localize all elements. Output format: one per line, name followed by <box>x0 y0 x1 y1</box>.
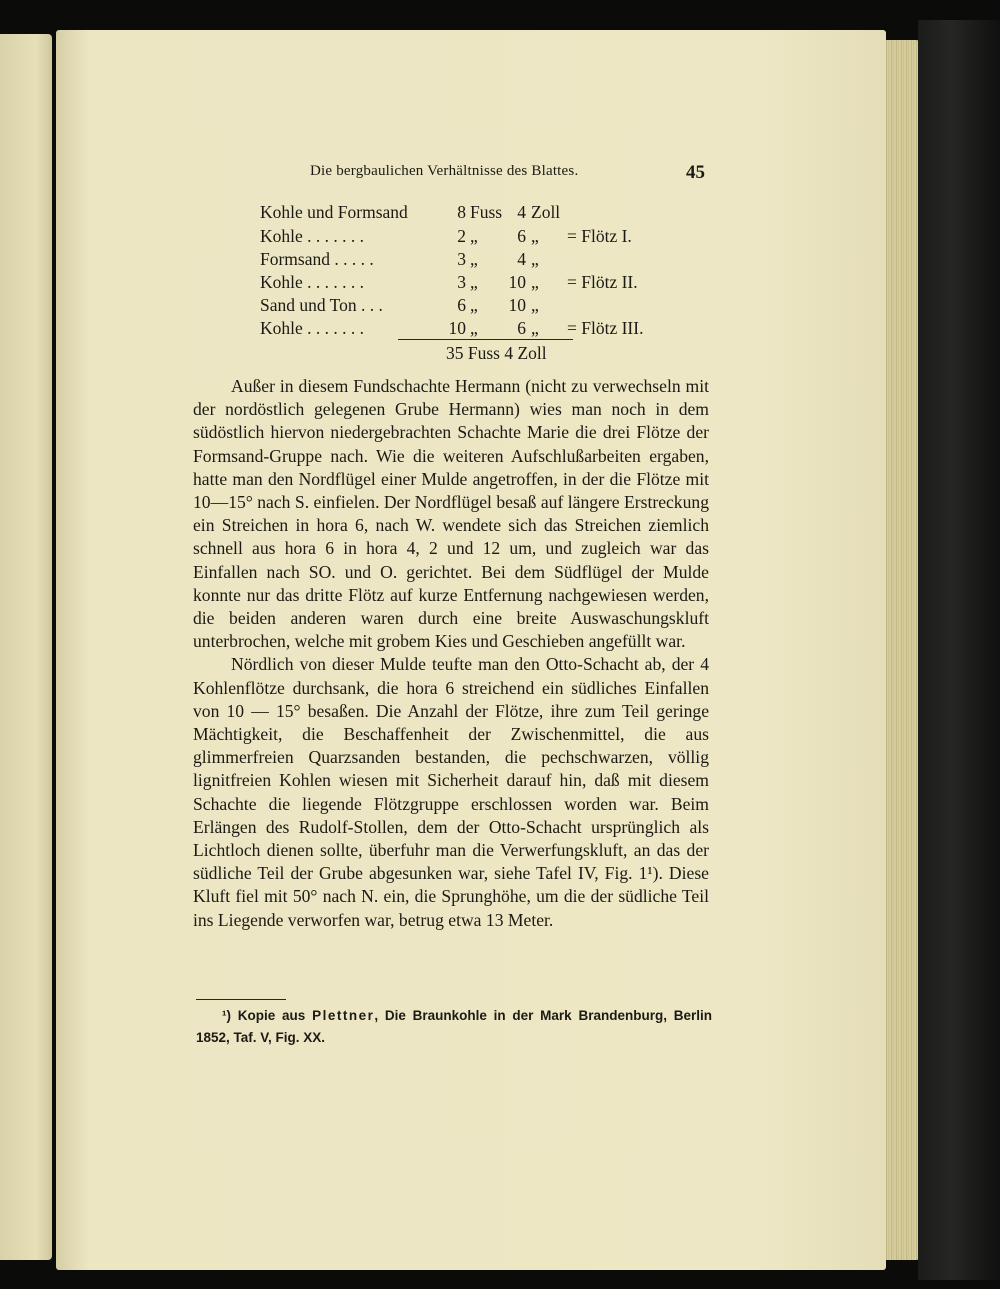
table-total: 35 Fuss 4 Zoll <box>446 343 547 363</box>
paragraph-1: Außer in diesem Fundschachte Hermann (nicht zu verwechseln mit der nordöstlich gelegenen Grube Hermann) wies man noch in dem südöstlich hiervon niedergebrachten Schachte Marie die drei Flötze der Formsand-Gruppe nach. Wie die weiteren Aufschlußarbeiten ergaben, hatte man den Nordflügel einer Mulde angetroffen, in der die Flötze mit 10—15° nach S. einfielen. Der Nordflügel besaß auf längere Erstreckung ein Streichen in hora 6, nach W. wendete sich das Streichen ziemlich schnell aus hora 6 in hora 4, 2 und 12 um, und zugleich war das Einfallen nach SO. und O. gerichtet. Bei dem Südflügel der Mulde konnte nur das dritte Flötz auf kurze Entfernung nachgewiesen werden, die beiden anderen waren durch eine breite Auswaschungskluft unterbrochen, welche mit grobem Kies und Geschieben angefüllt war. <box>193 376 709 652</box>
footnote-rest: , Die Braunkohle in der Mark Brandenburg, Berlin 1852, Taf. V, Fig. XX. <box>196 1008 712 1045</box>
row-label: Kohle . . . . . . . <box>260 318 365 338</box>
row-fuss-value: 10 <box>448 318 466 338</box>
running-title: Die bergbaulichen Verhältnisse des Blattes. <box>310 163 579 179</box>
page-number: 45 <box>686 162 705 183</box>
row-zoll-unit: „ <box>531 226 539 246</box>
row-fuss-value: 8 <box>457 202 466 222</box>
row-fuss-unit: „ <box>470 226 478 246</box>
row-zoll-unit: „ <box>531 249 539 269</box>
row-zoll-unit: „ <box>531 272 539 292</box>
row-zoll-value: 6 <box>517 318 526 338</box>
row-zoll-value: 6 <box>517 226 526 246</box>
row-flotz-note: = Flötz I. <box>567 226 632 246</box>
row-label: Kohle . . . . . . . <box>260 226 365 246</box>
row-zoll-unit: „ <box>531 318 539 338</box>
facing-page-edge <box>0 34 52 1260</box>
row-fuss-unit: „ <box>470 318 478 338</box>
row-fuss-value: 3 <box>457 272 466 292</box>
footnote-marker: ¹) <box>222 1008 231 1023</box>
row-flotz-note: = Flötz III. <box>567 318 644 338</box>
book-cover <box>918 20 1000 1280</box>
page-block-edges <box>882 40 922 1260</box>
row-fuss-unit: Fuss <box>470 202 503 222</box>
paragraph-2: Nördlich von dieser Mulde teufte man den Otto-Schacht ab, der 4 Kohlenflötze durchsank, die hora 6 streichend ein südliches Einfallen von 10 — 15° besaßen. Die Anzahl der Flötze, ihre zum Teil geringe Mächtigkeit, die Beschaffenheit der Zwischenmittel, die aus glimmerfreien Quarzsanden bestanden, die pechschwarzen, völlig lignitfreien Kohlen wiesen mit Sicherheit darauf hin, daß mit diesem Schachte die liegende Flötzgruppe erschlossen worden war. Beim Erlängen des Rudolf-Stollen, dem der Otto-Schacht ursprünglich als Lichtloch dienen sollte, überfuhr man die Verwerfungskluft, an das der südliche Teil der Grube abgesunken war, siehe Tafel IV, Fig. 1¹). Diese Kluft fiel mit 50° nach N. ein, die Sprunghöhe, um die der südliche Teil ins Liegende verworfen war, betrug etwa 13 Meter. <box>193 654 709 930</box>
row-zoll-unit: Zoll <box>531 202 561 222</box>
row-fuss-value: 3 <box>457 249 466 269</box>
row-flotz-note: = Flötz II. <box>567 272 638 292</box>
footnote-rule <box>196 999 286 1000</box>
row-fuss-unit: „ <box>470 272 478 292</box>
row-zoll-value: 4 <box>517 249 526 269</box>
row-label: Sand und Ton . . . <box>260 295 383 315</box>
row-fuss-value: 2 <box>457 226 466 246</box>
row-zoll-value: 10 <box>508 295 526 315</box>
sum-rule <box>398 339 573 340</box>
footnote <box>196 1005 712 1049</box>
row-label: Kohle und Formsand <box>260 202 408 222</box>
row-fuss-unit: „ <box>470 249 478 269</box>
footnote-author: Plettner <box>312 1008 375 1023</box>
body-text <box>193 375 709 932</box>
row-fuss-value: 6 <box>457 295 466 315</box>
row-zoll-value: 10 <box>508 272 526 292</box>
row-label: Kohle . . . . . . . <box>260 272 365 292</box>
row-label: Formsand . . . . . <box>260 249 374 269</box>
footnote-lead: Kopie aus <box>237 1008 306 1023</box>
row-zoll-value: 4 <box>517 202 526 222</box>
row-fuss-unit: „ <box>470 295 478 315</box>
row-zoll-unit: „ <box>531 295 539 315</box>
